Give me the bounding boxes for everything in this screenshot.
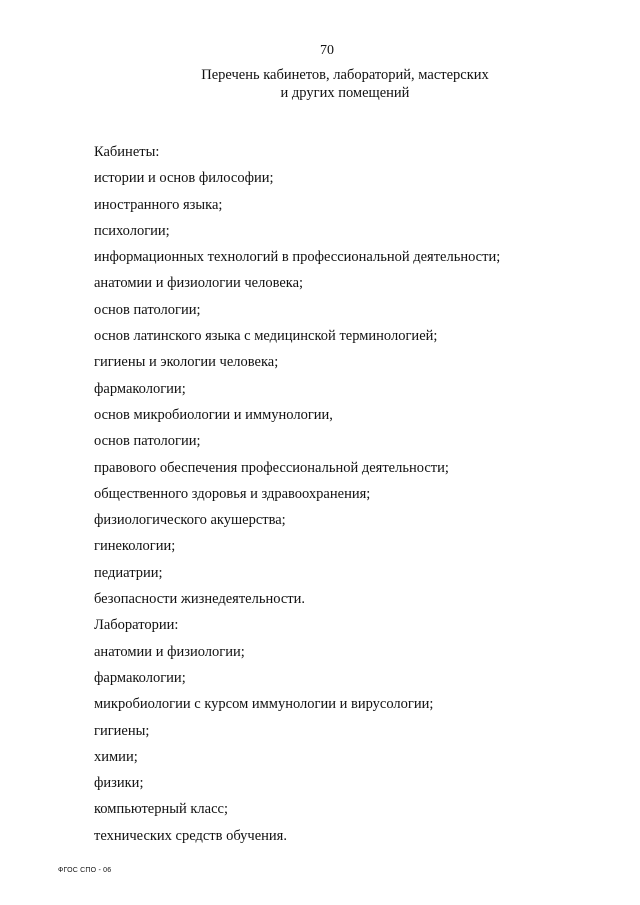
list-item: физики; [94,775,144,792]
list-item: информационных технологий в профессиональной деятельности; [94,249,501,266]
labs-heading: Лаборатории: [94,617,179,634]
list-item: истории и основ философии; [94,170,274,187]
labs-list [94,639,614,849]
title-line-2: и других помещений [280,85,410,101]
list-item: гигиены и экологии человека; [94,354,279,371]
list-item: иностранного языка; [94,196,223,213]
list-item: гигиены; [94,722,150,739]
list-item: анатомии и физиологии человека; [94,275,304,292]
list-item: безопасности жизнедеятельности. [94,591,305,608]
list-item: физиологического акушерства; [94,512,286,529]
cabinets-list [94,165,614,612]
list-item: основ микробиологии и иммунологии, [94,406,333,423]
rooms-list [94,139,614,849]
page-number: 70 [320,43,334,58]
list-item: химии; [94,748,138,765]
list-item: педиатрии; [94,564,163,581]
list-item: анатомии и физиологии; [94,643,245,660]
list-item: правового обеспечения профессиональной деятельности; [94,459,449,476]
list-item: фармакологии; [94,669,186,686]
list-item: основ патологии; [94,301,201,318]
list-item: основ патологии; [94,433,201,450]
cabinets-heading: Кабинеты: [94,144,160,160]
title-line-1: Перечень кабинетов, лабораторий, мастерских [201,67,489,83]
list-item: психологии; [94,222,170,239]
list-item: компьютерный класс; [94,801,228,818]
list-item: основ латинского языка с медицинской терминологией; [94,328,438,345]
list-item: фармакологии; [94,380,186,397]
list-item: гинекологии; [94,538,176,555]
document-title [180,66,510,102]
list-item: микробиологии с курсом иммунологии и вирусологии; [94,696,434,713]
list-item: общественного здоровья и здравоохранения; [94,485,371,502]
footer-label: ФГОС СПО - 06 [58,867,112,874]
list-item: технических средств обучения. [94,827,287,844]
